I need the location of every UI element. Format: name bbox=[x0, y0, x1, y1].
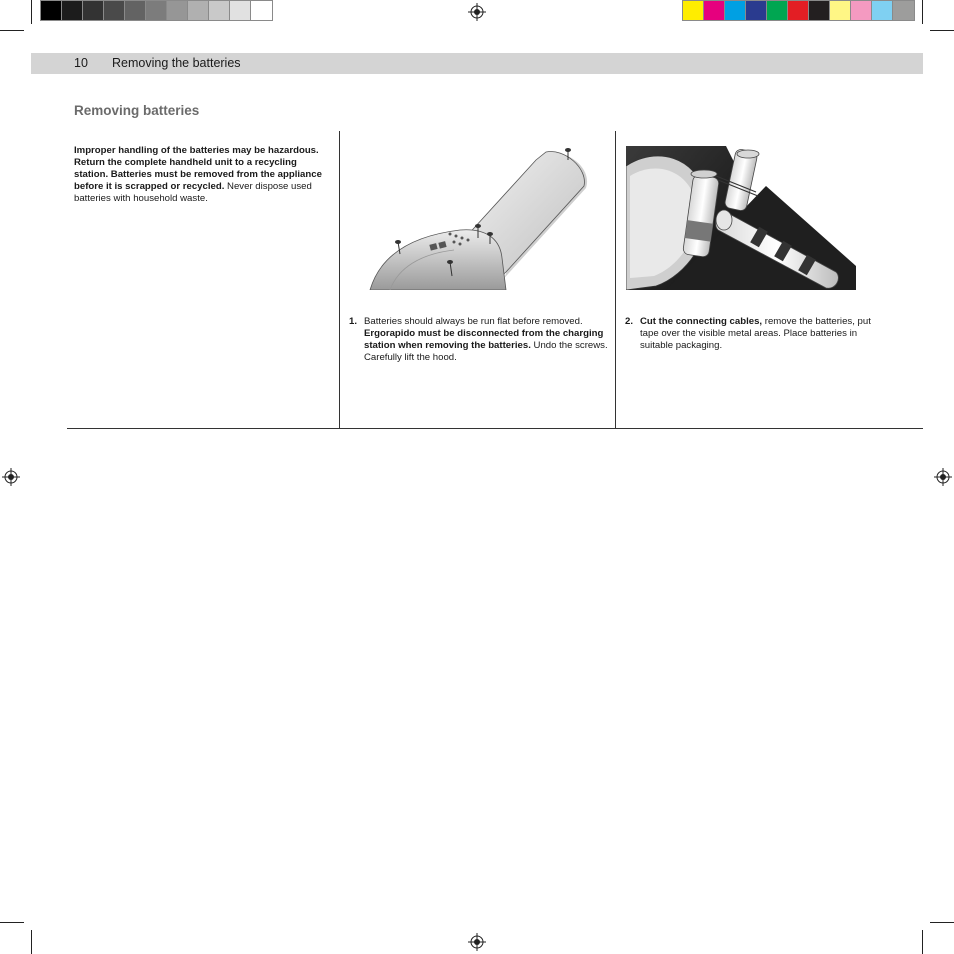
color-swatch bbox=[767, 1, 788, 20]
crop-mark bbox=[0, 30, 24, 31]
column-divider bbox=[615, 131, 616, 428]
column-divider bbox=[339, 131, 340, 428]
color-swatch bbox=[746, 1, 767, 20]
step-number: 1. bbox=[349, 316, 358, 327]
step-text-normal: remove the batteries, put tape over the visible metal areas. Place batteries in suitable packaging. bbox=[640, 316, 871, 351]
battery-pack-illustration bbox=[626, 146, 856, 290]
color-swatch bbox=[62, 1, 83, 20]
color-swatch bbox=[725, 1, 746, 20]
warning-text bbox=[74, 145, 332, 205]
crop-mark bbox=[930, 922, 954, 923]
color-swatch bbox=[872, 1, 893, 20]
step-1 bbox=[349, 316, 611, 364]
crop-mark bbox=[930, 30, 954, 31]
step-2 bbox=[625, 316, 887, 352]
warning-bold-text: Improper handling of the batteries may be hazardous. Return the complete handheld unit to a recycling station. Batteries must be removed from the appliance before it is scrapped or recycled. bbox=[74, 145, 322, 192]
color-swatch bbox=[188, 1, 209, 20]
bottom-rule bbox=[67, 428, 923, 429]
color-swatch bbox=[167, 1, 188, 20]
color-swatch bbox=[809, 1, 830, 20]
running-title: Removing the batteries bbox=[112, 56, 241, 70]
crop-mark bbox=[31, 0, 32, 24]
step-text-bold: Ergorapido must be disconnected from the charging station when removing the batteries. bbox=[364, 328, 604, 351]
step-text-bold: Cut the connecting cables, bbox=[640, 316, 763, 327]
color-swatch bbox=[83, 1, 104, 20]
registration-mark-icon bbox=[468, 3, 486, 21]
color-swatch bbox=[125, 1, 146, 20]
color-swatch bbox=[830, 1, 851, 20]
step-text-normal: Batteries should always be run flat before removed. bbox=[364, 316, 583, 327]
step-text bbox=[364, 316, 611, 364]
color-swatch bbox=[851, 1, 872, 20]
color-swatch bbox=[251, 1, 272, 20]
color-swatch bbox=[893, 1, 914, 20]
handheld-unit-illustration bbox=[350, 146, 590, 290]
header-band bbox=[31, 53, 923, 74]
crop-mark bbox=[31, 930, 32, 954]
warning-normal-text: Never dispose used batteries with household waste. bbox=[74, 181, 312, 204]
step-number: 2. bbox=[625, 316, 634, 327]
color-swatch bbox=[146, 1, 167, 20]
step-text bbox=[640, 316, 887, 352]
color-swatch bbox=[788, 1, 809, 20]
step-text-normal: Undo the screws. Carefully lift the hood. bbox=[364, 340, 608, 363]
section-title: Removing batteries bbox=[74, 103, 200, 118]
color-swatch bbox=[104, 1, 125, 20]
gray-color-bar bbox=[40, 0, 273, 21]
crop-mark bbox=[0, 922, 24, 923]
color-swatch bbox=[41, 1, 62, 20]
color-swatch bbox=[683, 1, 704, 20]
color-swatch bbox=[704, 1, 725, 20]
process-color-bar bbox=[682, 0, 915, 21]
page-number: 10 bbox=[74, 56, 88, 70]
registration-mark-icon bbox=[468, 933, 486, 951]
color-swatch bbox=[230, 1, 251, 20]
crop-mark bbox=[922, 930, 923, 954]
registration-mark-icon bbox=[934, 468, 952, 486]
crop-mark bbox=[922, 0, 923, 24]
color-swatch bbox=[209, 1, 230, 20]
registration-mark-icon bbox=[2, 468, 20, 486]
